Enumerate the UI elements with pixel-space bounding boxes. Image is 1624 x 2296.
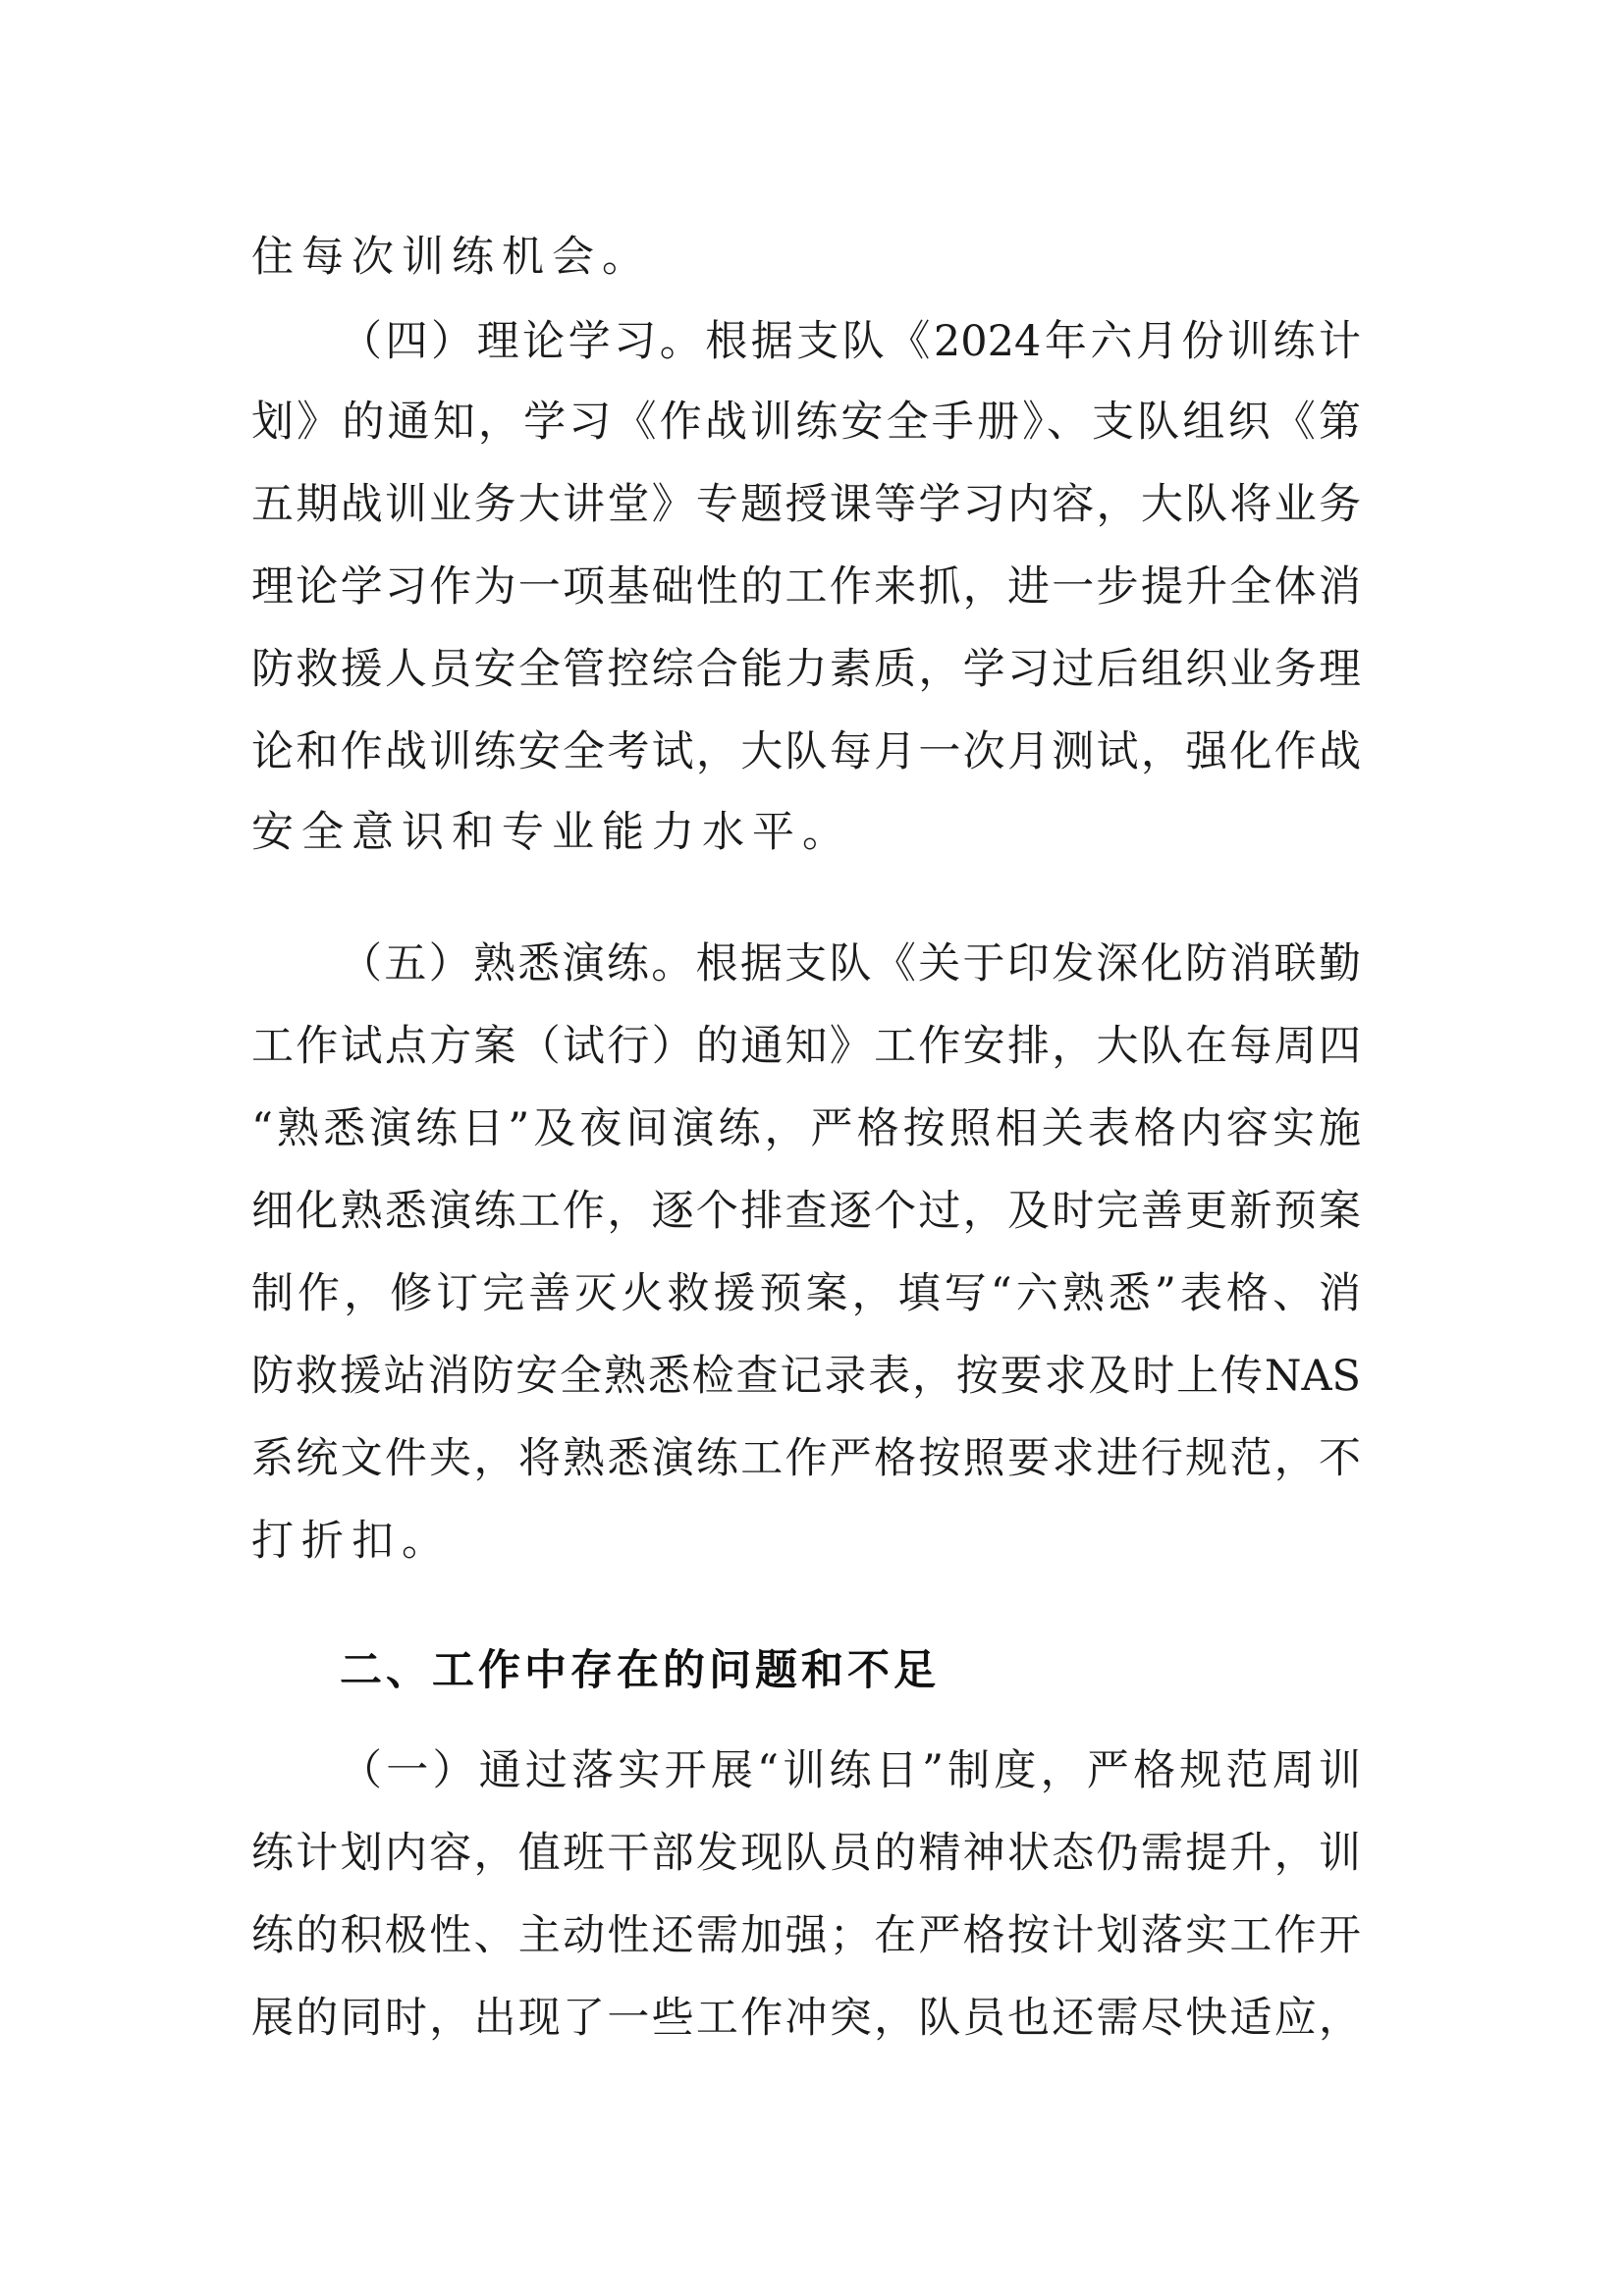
paragraph-line: 制作，修订完善灭火救援预案，填写“六熟悉”表格、消 <box>251 1269 1361 1318</box>
paragraph-line: 论和作战训练安全考试，大队每月一次月测试，强化作战 <box>251 727 1361 776</box>
paragraph-line: 理论学习作为一项基础性的工作来抓，进一步提升全体消 <box>251 562 1361 612</box>
paragraph-line: 防救援站消防安全熟悉检查记录表，按要求及时上传NAS <box>251 1352 1361 1401</box>
paragraph-line: 练计划内容，值班干部发现队员的精神状态仍需提升，训 <box>251 1829 1361 1878</box>
paragraph-line: “熟悉演练日”及夜间演练，严格按照相关表格内容实施 <box>251 1104 1361 1153</box>
paragraph-line: 工作试点方案（试行）的通知》工作安排，大队在每周四 <box>251 1022 1361 1071</box>
paragraph-line: （五）熟悉演练。根据支队《关于印发深化防消联勤 <box>340 939 1361 988</box>
paragraph-line: 打折扣。 <box>251 1517 452 1566</box>
paragraph-line: 住每次训练机会。 <box>251 233 652 282</box>
paragraph-line: 划》的通知，学习《作战训练安全手册》、支队组织《第 <box>251 398 1361 447</box>
paragraph-line: 细化熟悉演练工作，逐个排查逐个过，及时完善更新预案 <box>251 1187 1361 1236</box>
paragraph-line: （四）理论学习。根据支队《2024年六月份训练计 <box>340 317 1361 366</box>
section-heading: 二、工作中存在的问题和不足 <box>340 1646 940 1695</box>
paragraph-line: 防救援人员安全管控综合能力素质，学习过后组织业务理 <box>251 645 1361 694</box>
paragraph-line: （一）通过落实开展“训练日”制度，严格规范周训 <box>340 1746 1361 1795</box>
paragraph-line: 练的积极性、主动性还需加强；在严格按计划落实工作开 <box>251 1911 1361 1960</box>
paragraph-line: 展的同时，出现了一些工作冲突，队员也还需尽快适应， <box>251 1994 1361 2043</box>
paragraph-line: 安全意识和专业能力水平。 <box>251 808 852 857</box>
paragraph-line: 五期战训业务大讲堂》专题授课等学习内容，大队将业务 <box>251 480 1361 529</box>
paragraph-line: 系统文件夹，将熟悉演练工作严格按照要求进行规范，不 <box>251 1434 1361 1483</box>
